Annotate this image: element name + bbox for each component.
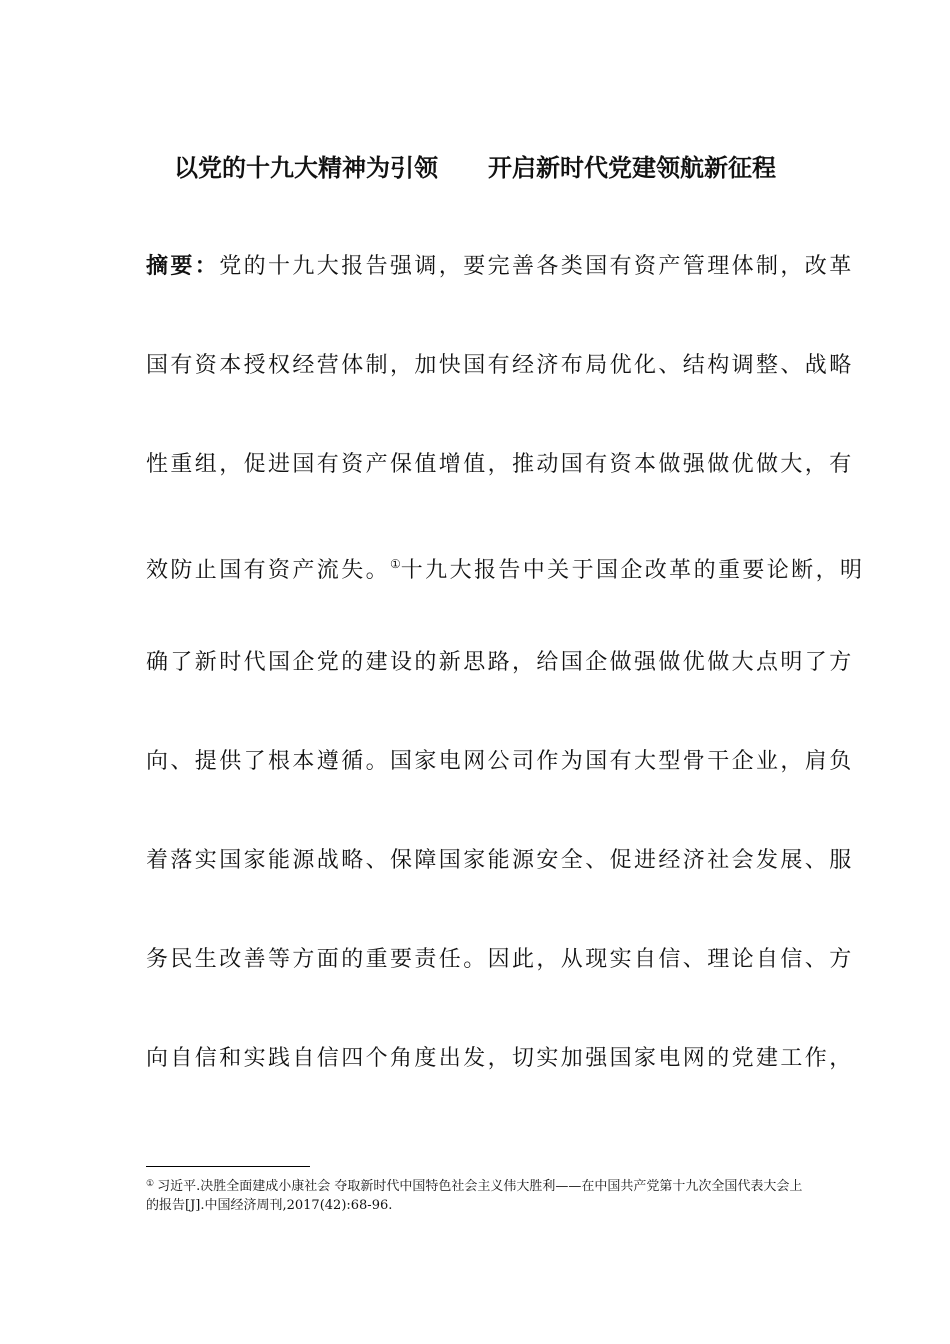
abstract-line <box>146 737 854 836</box>
footnote-text: 习近平.决胜全面建成小康社会 夺取新时代中国特色社会主义伟大胜利——在中国共产党第十九次全国代表大会上的报告[J].中国经济周刊,2017(42):68-96. <box>146 1179 803 1213</box>
abstract-line <box>146 242 854 341</box>
footnote-separator <box>146 1166 310 1167</box>
footnote-mark: ① <box>146 1179 155 1189</box>
abstract-line-text: 效防止国有资产流失。 <box>146 558 391 583</box>
abstract-line <box>146 440 854 539</box>
abstract-label: 摘要： <box>146 254 220 279</box>
abstract-line-text: 着落实国家能源战略、保障国家能源安全、促进经济社会发展、服 <box>146 848 854 873</box>
abstract-line-text: 十九大报告中关于国企改革的重要论断，明 <box>400 558 865 583</box>
abstract-line <box>146 836 854 935</box>
abstract-line <box>146 638 854 737</box>
abstract <box>146 242 865 1133</box>
title-part-1: 以党的十九大精神为引领 <box>174 154 438 182</box>
document-title <box>0 148 950 188</box>
abstract-line-text: 向自信和实践自信四个角度出发，切实加强国家电网的党建工作， <box>146 1046 854 1071</box>
abstract-line <box>146 1034 854 1133</box>
abstract-line-text: 向、提供了根本遵循。国家电网公司作为国有大型骨干企业，肩负 <box>146 749 854 774</box>
abstract-line <box>146 935 854 1034</box>
footnote <box>146 1175 810 1215</box>
abstract-line-text: 务民生改善等方面的重要责任。因此，从现实自信、理论自信、方 <box>146 947 854 972</box>
abstract-line-text: 党的十九大报告强调，要完善各类国有资产管理体制，改革 <box>219 254 854 279</box>
abstract-line <box>146 341 854 440</box>
abstract-line-text: 性重组，促进国有资产保值增值，推动国有资本做强做优做大，有 <box>146 452 854 477</box>
abstract-line-text: 确了新时代国企党的建设的新思路，给国企做强做优做大点明了方 <box>146 650 854 675</box>
footnote-reference[interactable]: ① <box>390 557 401 571</box>
title-part-2: 开启新时代党建领航新征程 <box>488 154 776 182</box>
abstract-line-text: 国有资本授权经营体制，加快国有经济布局优化、结构调整、战略 <box>146 353 854 378</box>
abstract-line <box>146 539 865 638</box>
